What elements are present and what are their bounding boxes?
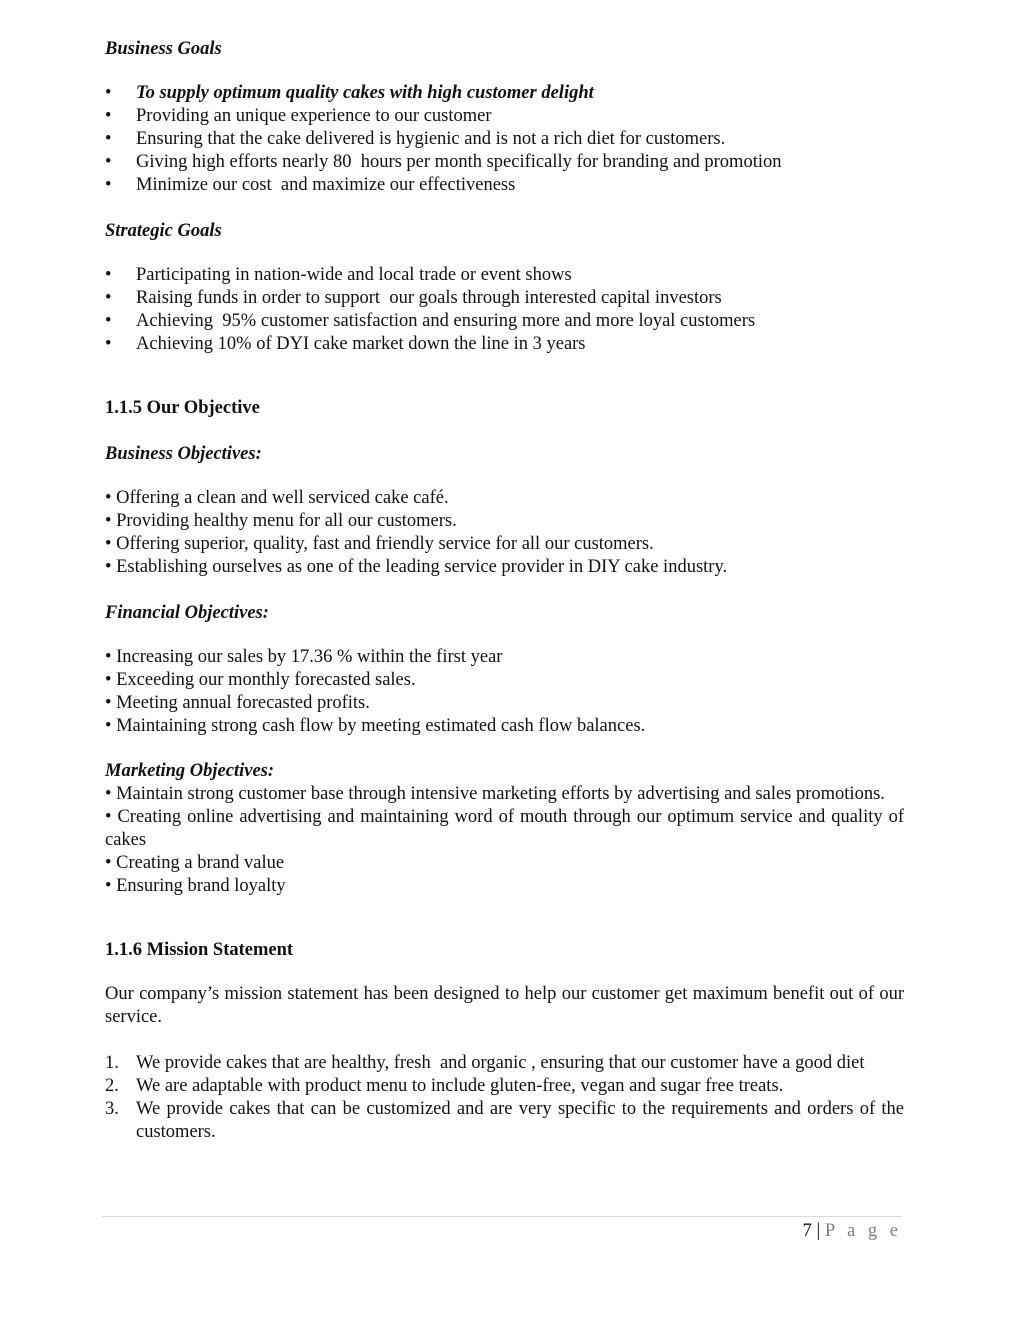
mission-section-heading: 1.1.6 Mission Statement (105, 940, 294, 960)
list-item: • Achieving 95% customer satisfaction and ensuring more and more loyal customers (105, 311, 756, 331)
list-item: • Providing an unique experience to our customer (105, 106, 492, 126)
list-number: 1. (105, 1053, 119, 1073)
document-page (105, 36, 904, 1144)
list-item: • Increasing our sales by 17.36 % within the first year (105, 647, 503, 667)
business-goals-list (105, 82, 904, 197)
bullet-glyph: • (105, 175, 112, 195)
list-item: • Creating online advertising and maintaining word of mouth through our optimum service and quality of cakes (105, 807, 904, 850)
list-item: • Giving high efforts nearly 80 hours per month specifically for branding and promotion (105, 152, 782, 172)
list-number: 3. (105, 1099, 119, 1119)
strategic-goals-heading: Strategic Goals (105, 221, 222, 241)
bullet-glyph: • (105, 129, 112, 149)
list-item: • Establishing ourselves as one of the leading service provider in DIY cake industry. (105, 557, 728, 577)
marketing-objectives-list (105, 783, 904, 898)
mission-intro-paragraph: Our company’s mission statement has been designed to help our customer get maximum benefit out of our service. (105, 984, 904, 1027)
objective-section-heading: 1.1.5 Our Objective (105, 398, 260, 418)
list-item: • Minimize our cost and maximize our effectiveness (105, 175, 516, 195)
strategic-goals-list (105, 264, 904, 356)
list-item: 3. We provide cakes that can be customized and are very specific to the requirements and orders of the customers. (105, 1099, 904, 1142)
bullet-glyph: • (105, 106, 112, 126)
bullet-glyph: • (105, 83, 112, 103)
list-item: 2. We are adaptable with product menu to include gluten-free, vegan and sugar free treats. (105, 1076, 784, 1096)
list-item: • Exceeding our monthly forecasted sales. (105, 670, 416, 690)
bullet-glyph: • (105, 152, 112, 172)
business-goals-heading: Business Goals (105, 39, 222, 59)
list-item: • Maintain strong customer base through intensive marketing efforts by advertising and sales promotions. (105, 784, 885, 804)
list-item: • Raising funds in order to support our goals through interested capital investors (105, 288, 722, 308)
list-item: 1. We provide cakes that are healthy, fresh and organic , ensuring that our customer have a good diet (105, 1053, 865, 1073)
bullet-glyph: • (105, 265, 112, 285)
bullet-glyph: • (105, 334, 112, 354)
list-item: • Creating a brand value (105, 853, 285, 873)
marketing-objectives-heading: Marketing Objectives: (105, 761, 275, 781)
list-item: • To supply optimum quality cakes with high customer delight (105, 83, 594, 103)
list-number: 2. (105, 1076, 119, 1096)
list-item: • Ensuring that the cake delivered is hygienic and is not a rich diet for customers. (105, 129, 726, 149)
financial-objectives-list (105, 646, 904, 738)
page-label: P a g e (824, 1221, 902, 1241)
list-item: • Participating in nation-wide and local trade or event shows (105, 265, 572, 285)
list-item: • Achieving 10% of DYI cake market down the line in 3 years (105, 334, 586, 354)
list-item: • Offering a clean and well serviced cake café. (105, 488, 449, 508)
bullet-glyph: • (105, 288, 112, 308)
financial-objectives-heading: Financial Objectives: (105, 603, 269, 623)
footer-separator: | (816, 1221, 821, 1241)
footer-divider (102, 1216, 902, 1217)
list-item: • Providing healthy menu for all our customers. (105, 511, 457, 531)
business-objectives-list (105, 487, 904, 579)
bullet-glyph: • (105, 311, 112, 331)
page-number: 7 (802, 1221, 812, 1241)
list-item: • Ensuring brand loyalty (105, 876, 286, 896)
list-item: • Maintaining strong cash flow by meeting estimated cash flow balances. (105, 716, 646, 736)
page-footer (803, 1219, 902, 1243)
list-item: • Meeting annual forecasted profits. (105, 693, 370, 713)
mission-list (105, 1052, 904, 1144)
business-objectives-heading: Business Objectives: (105, 444, 262, 464)
list-item: • Offering superior, quality, fast and friendly service for all our customers. (105, 534, 654, 554)
